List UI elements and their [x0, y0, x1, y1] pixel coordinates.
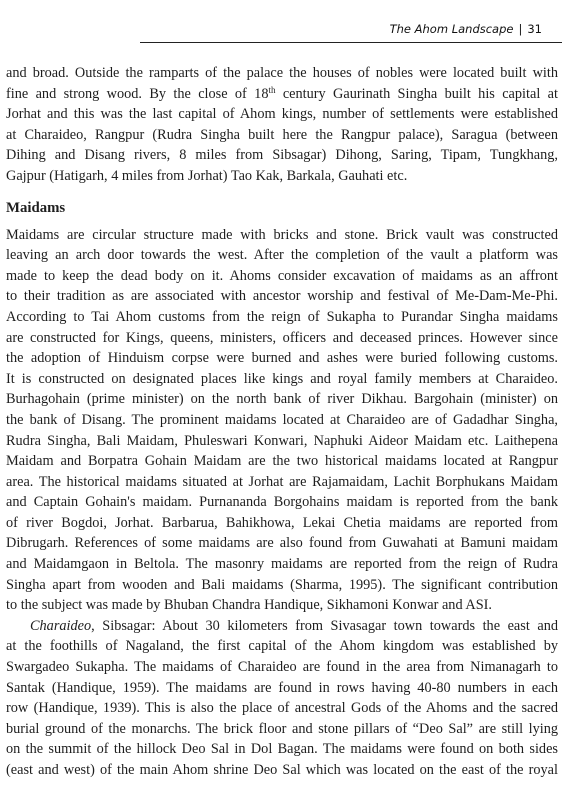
text-line: and broad. Outside the ramparts of the palace the houses of nobles were located built with — [6, 65, 558, 81]
text-line: made to keep the dead body on it. Ahoms consider excavation of maidams as an affront — [6, 267, 558, 284]
text-line — [6, 616, 558, 637]
superscript: th — [268, 84, 276, 95]
header-rule — [140, 42, 562, 43]
text-line: are constructed for Kings, queens, ministers, officers and deceased princes. However since — [6, 329, 558, 346]
text-line: It is constructed on designated places like kings and royal family members at Charaideo. — [6, 370, 558, 387]
running-title: The Ahom Landscape — [389, 22, 514, 36]
text-line: According to Tai Ahom customs from the reign of Sukapha to Purandar Singha maidams — [6, 308, 558, 325]
text-line: Dibrugarh. References of some maidams are also found from Guwahati at Bamuni maidam — [6, 535, 558, 552]
text-run: fine and strong wood. By the close of 18 — [6, 85, 269, 102]
text-line: Dihing and Disang rivers, 8 miles from Sibsagar) Dihong, Saring, Tipam, Tungkhang, — [6, 147, 558, 164]
text-line: Gajpur (Hatigarh, 4 miles from Jorhat) Tao Kak, Barkala, Gauhati etc. — [6, 167, 408, 184]
text-line: area. The historical maidams situated at Jorhat are Rajamaidam, Lachit Borphukans Maidam — [6, 473, 558, 490]
text-line: leaving an arch door towards the west. After the completion of the vault a platform was — [6, 247, 558, 264]
text-line: Rudra Singha, Bali Maidam, Phuleswari Konwari, Naphuki Aideor Maidam etc. Laithepena — [6, 432, 558, 449]
text-run: century Gaurinath Singha built his capital at — [275, 85, 558, 102]
text-line: Burhagohain (prime minister) on the north bank of river Dikhau. Bargohain (minister) on — [6, 391, 558, 408]
page-number: 31 — [527, 22, 542, 36]
text-line: (east and west) of the main Ahom shrine Deo Sal which was located on the east of the royal — [6, 762, 558, 778]
running-head — [390, 22, 542, 36]
text-line: the bank of Disang. The prominent maidams located at Charaideo are of Gadadhar Singha, — [6, 411, 558, 428]
text-line: to the subject was made by Bhuban Chandra Handique, Sikhamoni Konwar and ASI. — [6, 597, 493, 614]
text-line: to their tradition as are associated with ancestor worship and festival of Me-Dam-Me-Phi. — [6, 288, 558, 305]
text-line: at the foothills of Nagaland, the first capital of the Ahom kingdom was established by — [6, 638, 558, 655]
section-heading: Maidams — [6, 199, 66, 216]
text-line: at Charaideo, Rangpur (Rudra Singha built here the Rangpur palace), Saragua (between — [6, 126, 558, 143]
paragraph-1 — [6, 63, 558, 187]
text-line: row (Handique, 1939). This is also the place of ancestral Gods of the Ahoms and the sacred — [6, 700, 558, 717]
text-line: Swargadeo Sukapha. The maidams of Charaideo are found in the area from Nimanagarh to — [6, 659, 558, 676]
text-line: on the summit of the hillock Deo Sal in Dol Bagan. The maidams were found on both sides — [6, 741, 558, 758]
text-line: Santak (Handique, 1959). The maidams are found in rows having 40-80 numbers in each — [6, 679, 558, 696]
text-line: Singha apart from wooden and Bali maidams (Sharma, 1995). The significant contribution — [6, 576, 558, 593]
text-run: , Sibsagar: About 30 kilometers from Sivasagar town towards the east and — [91, 617, 558, 634]
text-line: Jorhat and this was the last capital of Ahom kings, number of settlements were established — [6, 106, 558, 123]
text-line: Maidams are circular structure made with bricks and stone. Brick vault was constructed — [6, 226, 558, 243]
text-line: of river Bogdoi, Jorhat. Barbarua, Bahikhowa, Lekai Chetia maidams are reported from — [6, 514, 558, 531]
text-line: the adoption of Hinduism corpse were burned and ashes were buried following customs. — [6, 350, 558, 367]
text-line: and Captain Gohain's maidam. Purnananda Borgohains maidam is reported from the bank — [6, 494, 558, 511]
page-body — [6, 63, 558, 781]
place-name-italic: Charaideo — [30, 617, 92, 634]
text-line: Maidam and Borpatra Gohain Maidam are the two historical maidams located at Rangpur — [6, 453, 558, 470]
text-line: and Maidamgaon in Beltola. The masonry maidams are reported from the reign of Rudra — [6, 556, 558, 573]
paragraph-3 — [6, 616, 558, 781]
text-line — [6, 84, 558, 105]
paragraph-2 — [6, 225, 558, 616]
text-line: burial ground of the monarchs. The brick floor and stone pillars of “Deo Sal” are still lying — [6, 720, 558, 737]
header-separator: | — [518, 22, 523, 36]
